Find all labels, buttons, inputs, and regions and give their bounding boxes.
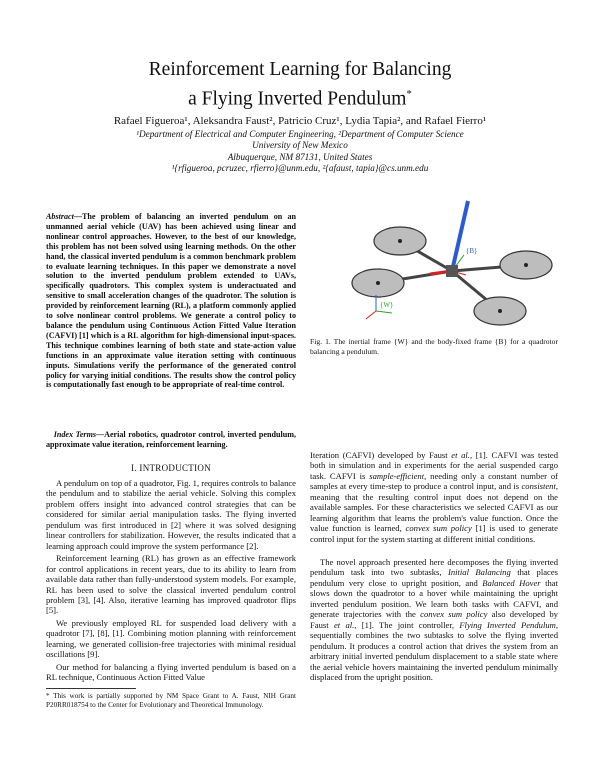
- title-footnote-mark: *: [406, 88, 412, 100]
- intro-paragraph: We previously employed RL for suspended load delivery with a quadrotor [7], [8], [1]. Combining motion planning with reinforcement learning, we generated collision-free trajectories with minimal residual oscillations [9].: [46, 617, 296, 660]
- intro-paragraph: Reinforcement learning (RL) has grown as an effective framework for control applications in recent years, due to its ability to learn from available data rather than fully-understood system models. For example, RL has been used to solve the classical inverted pendulum control problem [3], [4]. Also, iterative learning has improved quadrotor flips [5].: [46, 553, 296, 616]
- cafvi-paragraph: Iteration (CAFVI) developed by Faust et al., [1]. CAFVI was tested both in simulation and in experiments for the aerial suspended cargo task. CAFVI is sample-efficient, needing only a constant number of samples at every time-step to produce a control input, and is consistent, meaning that the resulting control input does not depend on the available samples. For these characteristics we selected CAFVI as our learning algorithm that learns the problem's value function. Once the value function is learned, convex sum policy [1] is used to generate control input for the system starting at different initial conditions.: [310, 450, 558, 544]
- intro-paragraph: Our method for balancing a flying inverted pendulum is based on a RL technique, Continuous Action Fitted Value: [46, 661, 296, 683]
- footnote-divider: [46, 688, 136, 689]
- affiliation-line-3: Albuquerque, NM 87131, United States: [227, 151, 373, 162]
- title-line-2: a Flying Inverted Pendulum*: [188, 88, 412, 110]
- abstract-text: —The problem of balancing an inverted pendulum on an unmanned aerial vehicle (UAV) has been achieved using linear and nonlinear control approaches. However, to the best of our knowledge, this problem has not been solved using learning methods. On the other hand, the classical inverted pendulum is a common benchmark problem to evaluate learning techniques. In this paper we demonstrate a novel solution to the inverted pendulum problem extended to UAVs, specifically quadrotors. This complex system is underactuated and sensitive to small acceleration changes of the quadrotor. The solution is provided by reinforcement learning (RL), a platform commonly applied to solve nonlinear control problems. We generate a control policy to balance the pendulum using Continuous Action Fitted Value Iteration (CAFVI) [1] which is a RL algorithm for high-dimensional input-spaces. This technique combines learning of both state and state-action value functions in an approximate value iteration setting with continuous inputs. Simulations verify the performance of the generated control policy for varying initial conditions. The results show the control policy is computationally fast enough to be appropriate of real-time control.: [46, 212, 296, 390]
- affiliations: [0, 129, 600, 175]
- approach-paragraph: The novel approach presented here decomposes the flying inverted pendulum task into two subtasks, Initial Balancing that places pendulum very close to upright position, and Balanced Hover that slows down the quadrotor to a hover while maintaining the upright inverted pendulum position. We learn both tasks with CAFVI, and generate trajectories with the convex sum policy also developed by Faust et al., [1]. The joint controller, Flying Inverted Pendulum, sequentially combines the two subtasks to solve the flying inverted pendulum. It produces a control action that drives the system from an arbitrary initial inverted pendulum displacement to a stable state where the aerial vehicle hovers maintaining the inverted pendulum minimally displaced from the upright position.: [310, 557, 558, 682]
- quadrotor-body: [446, 265, 458, 277]
- index-terms-lead: Index Terms: [53, 430, 97, 439]
- index-terms-text: —Aerial robotics, quadrotor control, inverted pendulum, approximate value iteration, reinforcement learning.: [46, 430, 296, 449]
- affiliation-line-2: University of New Mexico: [252, 140, 348, 151]
- introduction-body: [46, 478, 296, 683]
- footnote: * This work is partially supported by NM Space Grant to A. Faust, NIH Grant P20RR018754 to the Center for Evolutionary and Theoretical Immunology.: [46, 692, 296, 709]
- world-frame-axis: [366, 311, 376, 319]
- affiliation-line-1: ¹Department of Electrical and Computer Engineering, ²Department of Computer Science: [136, 129, 464, 139]
- author-list: Rafael Figueroa¹, Aleksandra Faust², Patricio Cruz¹, Lydia Tapia², and Rafael Fierro¹: [113, 115, 487, 127]
- figure-caption: Fig. 1. The inertial frame {W} and the body-fixed frame {B} for a quadrotor balancing a pendulum.: [310, 337, 558, 356]
- abstract: [46, 212, 296, 390]
- paper-title: [0, 58, 600, 112]
- title-line-1: Reinforcement Learning for Balancing: [148, 59, 452, 80]
- world-frame-axis: [376, 311, 392, 313]
- frame-w-label: {W}: [380, 301, 394, 309]
- right-column-paragraph-1: [310, 450, 558, 544]
- right-column-paragraph-2: [310, 557, 558, 682]
- affiliation-emails: ¹{rfigueroa, pcruzec, rfierro}@unm.edu, ²{afaust, tapia}@cs.unm.edu: [171, 163, 429, 174]
- quadrotor-illustration: [330, 195, 560, 335]
- intro-paragraph: A pendulum on top of a quadrotor, Fig. 1, requires controls to balance the pendulum and to stabilize the aerial vehicle. Solving this complex problem offers insight into advanced control strategies that can be considered for similar aerial manipulation tasks. The flying inverted pendulum was first introduced in [2] where it was solved designing linear controllers for stabilization. However, the results indicated that a learning approach could improve the system performance [2].: [46, 478, 296, 551]
- section-heading-introduction: I. INTRODUCTION: [131, 463, 211, 473]
- figure-quadrotor: [330, 195, 560, 335]
- index-terms: [46, 430, 296, 450]
- abstract-lead: Abstract: [46, 212, 74, 221]
- frame-b-label: {B}: [466, 247, 478, 255]
